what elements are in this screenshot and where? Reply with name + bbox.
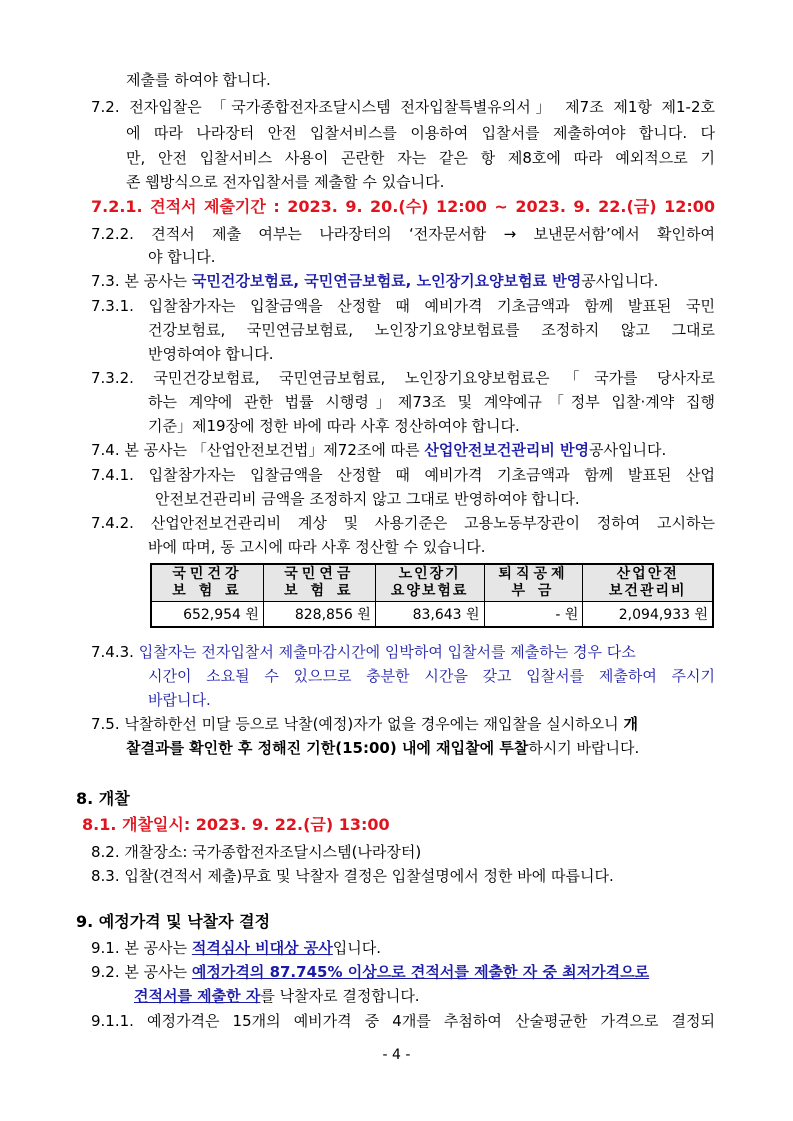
section-8-1-opening-date: 8.1. 개찰일시: 2023. 9. 22.(금) 13:00 [82, 815, 390, 834]
section-7-3-1-line2: 건강보험료, 국민연금보험료, 노인장기요양보험료를 조정하지 않고 그대로 [148, 321, 715, 339]
section-9-2-emphasis-cont: 견적서를 제출한 자 [134, 987, 261, 1005]
section-9-1 [91, 938, 381, 958]
section-7-4-emphasis: 산업안전보건관리비 반영 [424, 441, 590, 459]
table-cell: 828,856 원 [263, 602, 375, 628]
section-7-5-line2 [126, 738, 639, 758]
insurance-cost-table [150, 563, 714, 628]
table-header-cell: 국민건강 보 험 료 [151, 564, 263, 602]
section-7-5-line1 [91, 714, 638, 734]
section-8-3: 8.3. 입찰(견적서 제출)무효 및 낙찰자 결정은 입찰설명에서 정한 바에 따릅니다. [91, 867, 614, 885]
section-7-5-emphasis: 찰결과를 확인한 후 정해진 기한(15:00) 내에 재입찰에 투찰 [126, 739, 529, 757]
section-9-2-suffix: 를 낙찰자로 결정합니다. [260, 987, 420, 1005]
page-number: - 4 - [382, 1047, 411, 1063]
section-7-4-2-line1: 7.4.2. 산업안전보건관리비 계상 및 사용기준은 고용노동부장관이 정하여 고시하는 [91, 514, 715, 532]
table-cell: - 원 [484, 602, 583, 628]
section-7-3-emphasis: 국민건강보험료, 국민연금보험료, 노인장기요양보험료 반영 [191, 272, 582, 290]
section-7-3-2-line1: 7.3.2. 국민건강보험료, 국민연금보험료, 노인장기요양보험료은「국가를 당사자로 [91, 369, 715, 387]
section-7-4-3-text: 입찰자는 전자입찰서 제출마감시간에 임박하여 입찰서를 제출하는 경우 다소 [138, 643, 636, 661]
table-row [151, 602, 713, 628]
section-9-1-1: 9.1.1. 예정가격은 15개의 예비가격 중 4개를 추첨하여 산술평균한 가격으로 결정되 [91, 1012, 715, 1030]
section-8-2: 8.2. 개찰장소: 국가종합전자조달시스템(나라장터) [91, 843, 422, 861]
section-7-4-3-line2: 시간이 소요될 수 있으므로 충분한 시간을 갖고 입찰서를 제출하여 주시기 [148, 667, 715, 685]
section-7-4-suffix: 공사입니다. [589, 441, 667, 459]
section-7-4-prefix: 7.4. 본 공사는 「산업안전보건법」제72조에 따른 [91, 441, 425, 459]
section-7-2-line4: 존 웹방식으로 전자입찰서를 제출할 수 있습니다. [126, 173, 445, 191]
section-7-3 [91, 271, 658, 291]
section-7-4 [91, 440, 666, 460]
section-9-2-line1 [91, 962, 649, 982]
section-7-4-3-line3: 바랍니다. [148, 691, 211, 709]
section-7-4-3-number: 7.4.3. [91, 643, 139, 661]
section-9-2-emphasis: 예정가격의 87.745% 이상으로 견적서를 제출한 자 중 최저가격으로 [191, 963, 650, 981]
section-7-5-suffix: 하시기 바랍니다. [528, 739, 640, 757]
table-cell: 83,643 원 [375, 602, 484, 628]
section-7-2-line2: 에 따라 나라장터 안전 입찰서비스를 이용하여 입찰서를 제출하여야 합니다. 다 [126, 124, 715, 142]
table-cell: 2,094,933 원 [583, 602, 713, 628]
section-7-3-1-line1: 7.3.1. 입찰참가자는 입찰금액을 산정할 때 예비가격 기초금액과 함께 발표된 국민 [91, 297, 715, 315]
section-9-1-prefix: 9.1. 본 공사는 [91, 939, 192, 957]
section-7-3-2-line3: 기준」제19장에 정한 바에 따라 사후 정산하여야 합니다. [148, 417, 520, 435]
section-7-4-3-line1 [91, 642, 715, 662]
section-7-4-2-line2: 바에 따며, 동 고시에 따라 사후 정산할 수 있습니다. [148, 538, 486, 556]
section-7-2-line1: 7.2. 전자입찰은 「국가종합전자조달시스템 전자입찰특별유의서」 제7조 제1항 제1-2호 [91, 98, 715, 116]
table-header-cell: 퇴직공제 부 금 [484, 564, 583, 602]
section-7-2-2-line1: 7.2.2. 견적서 제출 여부는 나라장터의 ‘전자문서함 → 보낸문서함’에서 확인하여 [91, 225, 715, 243]
table-header-cell: 국민연금 보 험 료 [263, 564, 375, 602]
section-9-1-emphasis: 적격심사 비대상 공사 [191, 939, 333, 957]
table-cell: 652,954 원 [151, 602, 263, 628]
section-7-3-prefix: 7.3. 본 공사는 [91, 272, 192, 290]
section-8-heading: 8. 개찰 [76, 789, 130, 808]
section-7-2-2-line2: 야 합니다. [148, 248, 216, 266]
section-7-5-prefix: 7.5. 낙찰하한선 미달 등으로 낙찰(예정)자가 없을 경우에는 재입찰을 실시하오니 [91, 715, 624, 733]
section-7-5-emphasis-start: 개 [623, 715, 638, 733]
table-header-cell: 노인장기 요양보험료 [375, 564, 484, 602]
section-7-4-1-line1: 7.4.1. 입찰참가자는 입찰금액을 산정할 때 예비가격 기초금액과 함께 발표된 산업 [91, 466, 715, 484]
section-9-heading: 9. 예정가격 및 낙찰자 결정 [76, 912, 271, 931]
section-7-4-1-line2: 안전보건관리비 금액을 조정하지 않고 그대로 반영하여야 합니다. [155, 490, 580, 508]
text-line: 제출를 하여야 합니다. [126, 71, 271, 89]
section-9-2-line2 [134, 986, 420, 1006]
table-header-cell: 산업안전 보건관리비 [583, 564, 713, 602]
table-header-row [151, 564, 713, 602]
section-7-2-line3: 만, 안전 입찰서비스 사용이 곤란한 자는 같은 항 제8호에 따라 예외적으로 기 [126, 149, 715, 167]
section-9-2-prefix: 9.2. 본 공사는 [91, 963, 192, 981]
section-7-3-2-line2: 하는 계약에 관한 법률 시행령」제73조 및 계약예규「정부 입찰·계약 집행 [148, 393, 715, 411]
section-7-3-1-line3: 반영하여야 합니다. [148, 345, 274, 363]
section-9-1-suffix: 입니다. [332, 939, 381, 957]
section-7-3-suffix: 공사입니다. [581, 272, 659, 290]
section-7-2-1-deadline: 7.2.1. 견적서 제출기간 : 2023. 9. 20.(수) 12:00 ~ 2023. 9. 22.(금) 12:00 [91, 197, 715, 216]
